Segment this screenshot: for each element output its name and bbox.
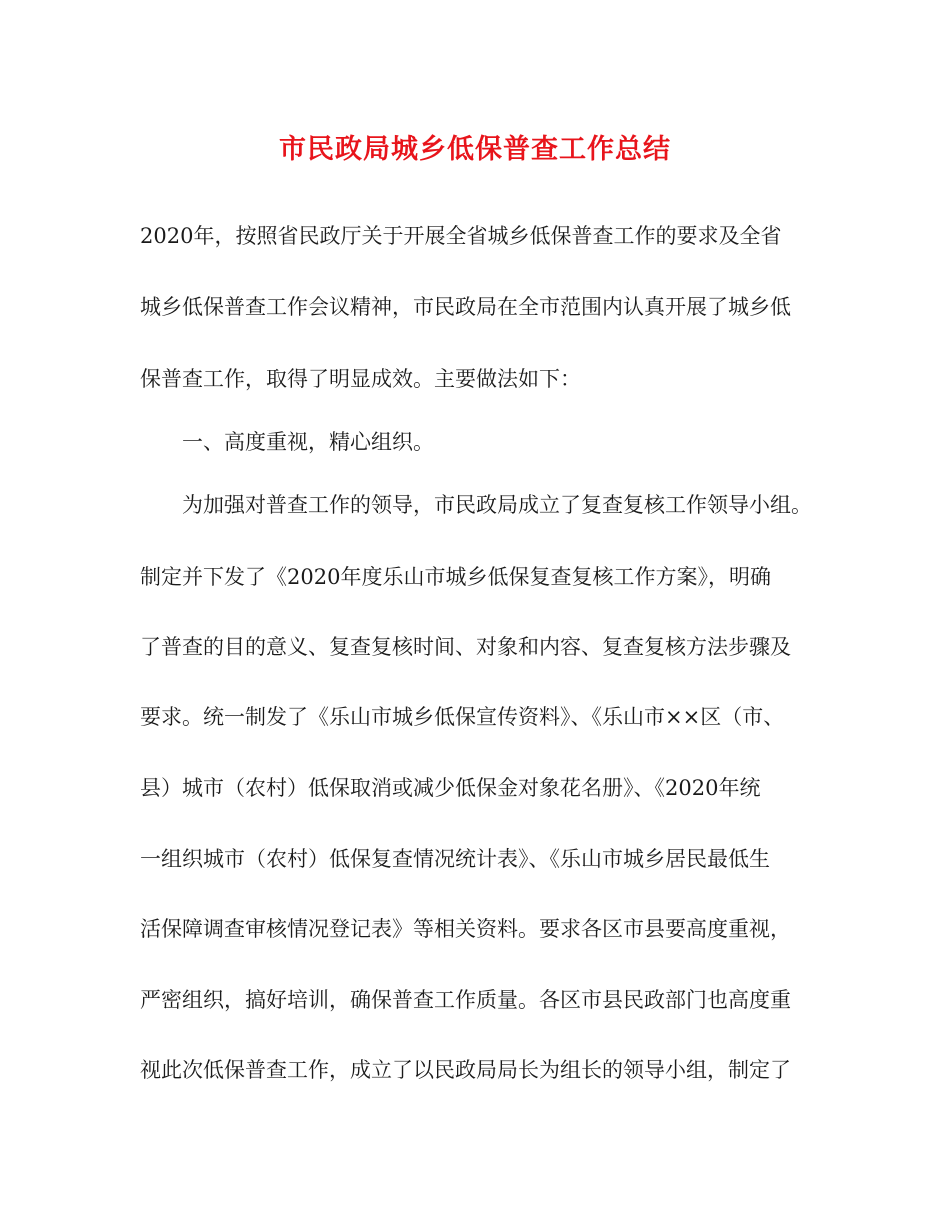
- paragraph-line: 城乡低保普查工作会议精神，市民政局在全市范围内认真开展了城乡低: [140, 295, 791, 319]
- paragraph-line: 活保障调查审核情况登记表》等相关资料。要求各区市县要高度重视，: [140, 917, 791, 941]
- paragraph-line: 保普查工作，取得了明显成效。主要做法如下：: [140, 367, 581, 391]
- paragraph-line: 一组织城市（农村）低保复查情况统计表》、《乐山市城乡居民最低生: [140, 847, 770, 871]
- paragraph-line: 严密组织，搞好培训，确保普查工作质量。各区市县民政部门也高度重: [140, 988, 791, 1012]
- paragraph-line: 2020年，按照省民政厅关于开展全省城乡低保普查工作的要求及全省: [140, 224, 782, 248]
- paragraph-line: 视此次低保普查工作，成立了以民政局局长为组长的领导小组，制定了: [140, 1058, 791, 1082]
- document-title: 市民政局城乡低保普查工作总结: [279, 134, 671, 165]
- paragraph-line: 要求。统一制发了《乐山市城乡低保宣传资料》、《乐山市××区（市、: [140, 705, 785, 729]
- paragraph-line: 了普查的目的意义、复查复核时间、对象和内容、复查复核方法步骤及: [140, 635, 791, 659]
- paragraph-line: 为加强对普查工作的领导，市民政局成立了复查复核工作领导小组。: [182, 493, 812, 517]
- paragraph-line: 制定并下发了《2020年度乐山市城乡低保复查复核工作方案》，明确: [140, 565, 771, 589]
- paragraph-line: 县）城市（农村）低保取消或减少低保金对象花名册》、《2020年统: [140, 776, 761, 800]
- section-heading: 一、高度重视，精心组织。: [182, 430, 434, 454]
